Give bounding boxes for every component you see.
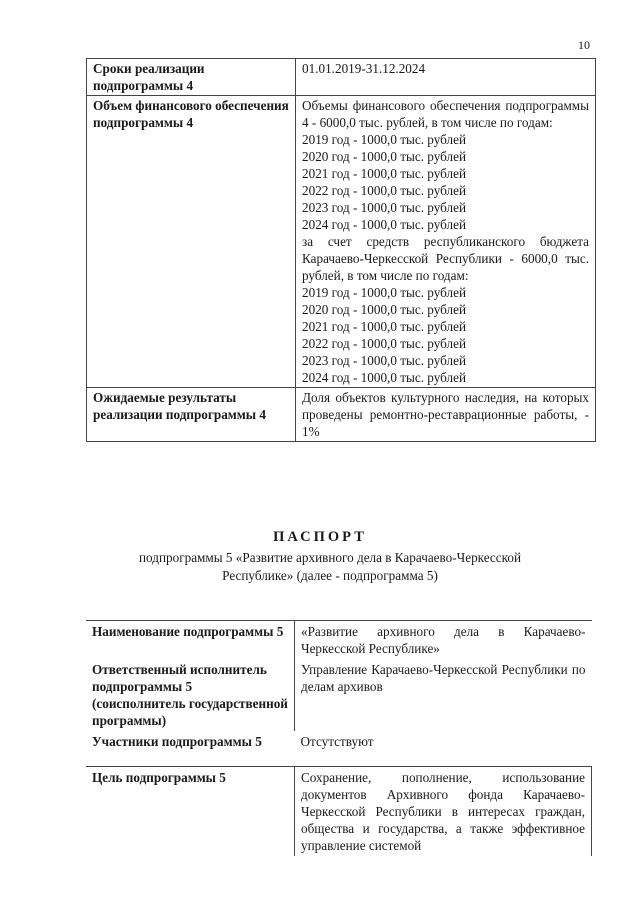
table-row (86, 767, 592, 857)
row-label: Ожидаемые результаты реализации подпрограммы 4 (87, 388, 296, 442)
table-row (86, 621, 592, 660)
value-line: 2022 год - 1000,0 тыс. рублей (302, 336, 467, 351)
passport-subtitle: подпрограммы 5 «Развитие архивного дела в Карачаево-Черкесской Республике» (далее - подпрограмма 5) (138, 550, 522, 583)
row-value: Сохранение, пополнение, использование документов Архивного фонда Карачаево-Черкесской Республики в интересах граждан, общества и государства, а также эффективное управление системой (295, 767, 592, 857)
table-spacer (86, 752, 592, 767)
row-label: Объем финансового обеспечения подпрограммы 4 (87, 96, 296, 388)
row-value (296, 59, 596, 96)
row-label: Ответственный исполнитель подпрограммы 5 (соисполнитель государственной программы) (92, 662, 288, 728)
value-line: за счет средств республиканского бюджета Карачаево-Черкесской Республики - 6000,0 тыс. рублей, в том числе по годам: (302, 234, 589, 283)
value-line: 2022 год - 1000,0 тыс. рублей (302, 183, 467, 198)
value-line: 2019 год - 1000,0 тыс. рублей (302, 132, 467, 147)
value-line: Доля объектов культурного наследия, на которых проведены ремонтно-реставрационные работы, - 1% (302, 390, 589, 439)
table-row (87, 96, 596, 388)
row-value (296, 388, 596, 442)
value-line: 2021 год - 1000,0 тыс. рублей (302, 319, 467, 334)
value-line: 2020 год - 1000,0 тыс. рублей (302, 302, 467, 317)
value-line: 2021 год - 1000,0 тыс. рублей (302, 166, 467, 181)
value-line: 2023 год - 1000,0 тыс. рублей (302, 353, 467, 368)
table-row (86, 731, 592, 752)
row-value (296, 96, 596, 388)
subprogram-5-passport-table (86, 620, 592, 856)
row-value: Управление Карачаево-Черкесской Республики по делам архивов (295, 659, 592, 731)
value-line: 2023 год - 1000,0 тыс. рублей (302, 200, 467, 215)
row-label: Сроки реализации подпрограммы 4 (87, 59, 296, 96)
row-label: Участники подпрограммы 5 (92, 734, 262, 749)
subprogram-4-passport-table (86, 58, 596, 442)
row-value: Отсутствуют (300, 734, 374, 749)
row-label: Наименование подпрограммы 5 (86, 621, 295, 660)
page-number: 10 (578, 38, 590, 52)
row-value: «Развитие архивного дела в Карачаево-Черкесской Республике» (295, 621, 592, 660)
row-label: Цель подпрограммы 5 (86, 767, 295, 857)
value-line: 2024 год - 1000,0 тыс. рублей (302, 370, 467, 385)
value-line: 2019 год - 1000,0 тыс. рублей (302, 285, 467, 300)
value-line: 01.01.2019-31.12.2024 (302, 61, 426, 76)
table-row (87, 388, 596, 442)
value-line: Объемы финансового обеспечения подпрограммы 4 - 6000,0 тыс. рублей, в том числе по годам: (302, 98, 589, 130)
passport-title: ПАСПОРТ (273, 529, 367, 545)
table-row (87, 59, 596, 96)
value-line: 2020 год - 1000,0 тыс. рублей (302, 149, 467, 164)
table-row (86, 659, 592, 731)
value-line: 2024 год - 1000,0 тыс. рублей (302, 217, 467, 232)
